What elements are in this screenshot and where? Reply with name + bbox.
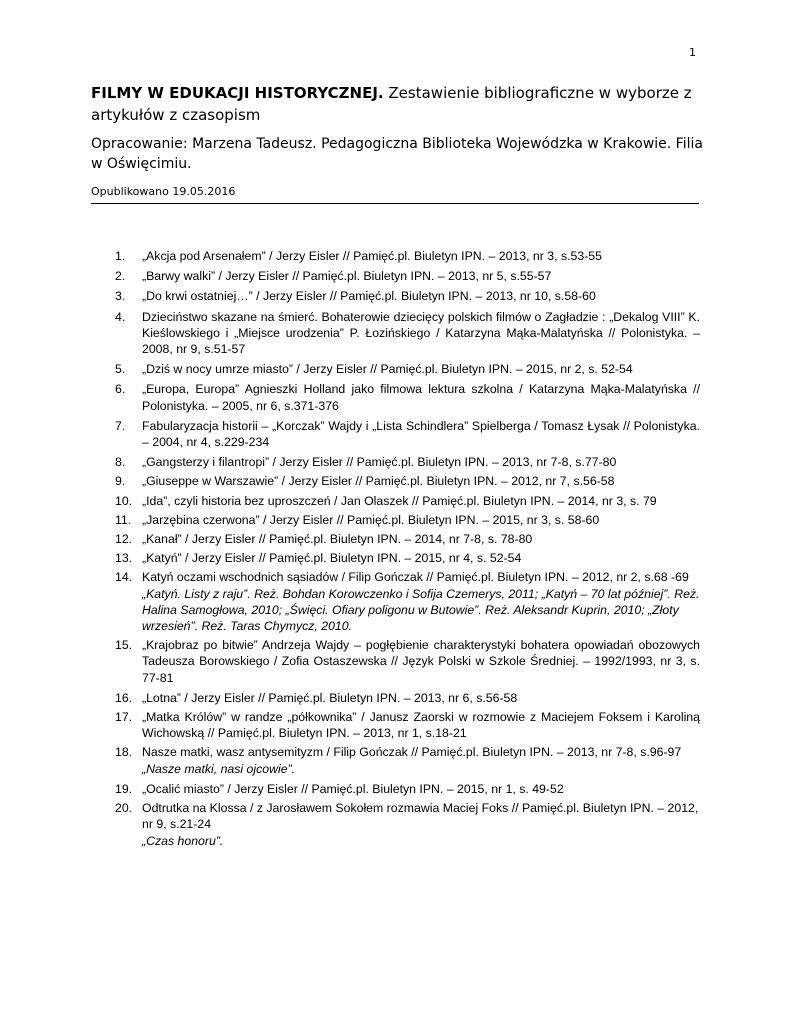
entry-body (142, 288, 700, 304)
title-bold: FILMY W EDUKACJI HISTORYCZNEJ. (91, 84, 384, 102)
bibliography-entry (115, 531, 700, 547)
entry-citation: „Barwy walki” / Jerzy Eisler // Pamięć.pl. Biuletyn IPN. – 2013, nr 5, s.55-57 (142, 269, 552, 284)
bibliography-entry (115, 493, 700, 509)
entry-citation: „Krajobraz po bitwie” Andrzeja Wajdy – pogłębienie charakterystyki bohatera opowiadań obozowych Tadeusza Borowskiego / Zofia Ostaszewska // Język Polski w Szkole Średniej. – 1992/1993, nr 3, s. 77-81 (142, 638, 700, 685)
bibliography-entry (115, 781, 700, 797)
entry-citation: „Dziś w nocy umrze miasto” / Jerzy Eisler // Pamięć.pl. Biuletyn IPN. – 2015, nr 2, s. 52-54 (142, 362, 633, 377)
entry-body (142, 637, 700, 686)
entry-number: 9. (115, 474, 126, 489)
bibliography-entry (115, 550, 700, 566)
entry-number: 8. (115, 455, 126, 470)
entry-citation: „Kanał” / Jerzy Eisler // Pamięć.pl. Biuletyn IPN. – 2014, nr 7-8, s. 78-80 (142, 532, 533, 547)
entry-body (142, 512, 700, 528)
bibliography-entry (115, 381, 700, 413)
entry-body (142, 418, 700, 450)
page-number: 1 (689, 46, 696, 59)
entry-body (142, 569, 700, 634)
entry-citation: „Do krwi ostatniej…” / Jerzy Eisler // Pamięć.pl. Biuletyn IPN. – 2013, nr 10, s.58-60 (142, 289, 596, 304)
entry-citation: „Europa, Europa” Agnieszki Holland jako filmowa lektura szkolna / Katarzyna Mąka-Malatyńska // Polonistyka. – 2005, nr 6, s.371-376 (142, 382, 700, 413)
entry-number: 2. (115, 269, 126, 284)
entry-number: 7. (115, 418, 126, 433)
entry-citation: „Giuseppe w Warszawie” / Jerzy Eisler // Pamięć.pl. Biuletyn IPN. – 2012, nr 7, s.56-58 (142, 474, 615, 489)
entry-citation: Katyń oczami wschodnich sąsiadów / Filip Gończak // Pamięć.pl. Biuletyn IPN. – 2012, nr 2, s.68 -69 (142, 570, 689, 585)
entry-body (142, 361, 700, 377)
entry-film-note: „Katyń. Listy z raju”. Reż. Bohdan Korowczenko i Sofija Czemerys, 2011; „Katyń – 70 lat później”. Reż. Halina Samogłowa, 2010; „Święci. Ofiary poligonu w Butowie”. Reż. Aleksandr Kuprin, 2010; „Złoty wrzesień”. Reż. Taras Chymycz, 2010. (142, 586, 700, 634)
bibliography-entry (115, 361, 700, 377)
entry-film-note: „Czas honoru”. (142, 833, 224, 848)
entry-number: 19. (115, 781, 133, 796)
entry-body (142, 550, 700, 566)
entry-film-note: „Nasze matki, nasi ojcowie”. (142, 761, 296, 776)
bibliography-entry (115, 512, 700, 528)
entry-body (142, 473, 700, 489)
entry-number: 13. (115, 551, 133, 566)
entry-number: 17. (115, 710, 133, 725)
entry-citation: „Ida”, czyli historia bez uproszczeń / Jan Olaszek // Pamięć.pl. Biuletyn IPN. – 2014, nr 3, s. 79 (142, 493, 657, 508)
entry-number: 15. (115, 638, 133, 653)
bibliography-entry (115, 637, 700, 686)
entry-citation: Odtrutka na Klossa / z Jarosławem Sokołem rozmawia Maciej Foks // Pamięć.pl. Biuletyn IPN. – 2012, nr 9, s.21-24 (142, 801, 699, 832)
bibliography-entry (115, 418, 700, 450)
entry-body (142, 690, 700, 706)
bibliography-entry (115, 800, 700, 849)
entry-number: 3. (115, 289, 126, 304)
entry-citation: „Jarzębina czerwona” / Jerzy Eisler // Pamięć.pl. Biuletyn IPN. – 2015, nr 3, s. 58-60 (142, 512, 600, 527)
bibliography-entry (115, 248, 700, 264)
entry-body (142, 309, 700, 358)
entry-body (142, 531, 700, 547)
entry-citation: „Katyń” / Jerzy Eisler // Pamięć.pl. Biuletyn IPN. – 2015, nr 4, s. 52-54 (142, 551, 522, 566)
entry-number: 20. (115, 801, 133, 816)
entry-citation: „Ocalić miasto” / Jerzy Eisler // Pamięć.pl. Biuletyn IPN. – 2015, nr 1, s. 49-52 (142, 781, 564, 796)
entry-body (142, 781, 700, 797)
document-header (91, 82, 711, 198)
entry-body (142, 744, 700, 776)
entry-body (142, 381, 700, 413)
author-line: Opracowanie: Marzena Tadeusz. Pedagogiczna Biblioteka Wojewódzka w Krakowie. Filia w Oświęcimiu. (91, 136, 703, 172)
entry-citation: Fabularyzacja historii – „Korczak” Wajdy i „Lista Schindlera” Spielberga / Tomasz Łysak // Polonistyka. – 2004, nr 4, s.229-234 (142, 418, 700, 450)
entry-number: 10. (115, 493, 133, 508)
bibliography-entry (115, 268, 700, 284)
entry-body (142, 268, 700, 284)
entry-number: 1. (115, 249, 126, 263)
entry-body (142, 493, 700, 509)
entry-citation: „Gangsterzy i filantropi” / Jerzy Eisler // Pamięć.pl. Biuletyn IPN. – 2013, nr 7-8, s.77-80 (142, 455, 617, 470)
bibliography-entry (115, 690, 700, 706)
entry-number: 12. (115, 532, 133, 547)
bibliography-entry (115, 744, 700, 776)
entry-citation: „Akcja pod Arsenałem” / Jerzy Eisler // Pamięć.pl. Biuletyn IPN. – 2013, nr 3, s.53-55 (142, 249, 602, 263)
bibliography-entry (115, 309, 700, 358)
header-divider (91, 203, 699, 204)
published-date: Opublikowano 19.05.2016 (91, 185, 236, 198)
entry-number: 14. (115, 570, 133, 585)
entry-body (142, 709, 700, 741)
entry-body (142, 800, 700, 849)
entry-body (142, 454, 700, 470)
entry-number: 4. (115, 309, 126, 324)
bibliography-entry (115, 709, 700, 741)
bibliography-entry (115, 454, 700, 470)
bibliography-entry (115, 473, 700, 489)
entry-number: 16. (115, 690, 133, 705)
bibliography-list (115, 248, 700, 852)
entry-citation: „Lotna” / Jerzy Eisler // Pamięć.pl. Biuletyn IPN. – 2013, nr 6, s.56-58 (142, 690, 518, 705)
entry-number: 5. (115, 362, 126, 377)
entry-number: 11. (115, 512, 132, 527)
bibliography-entry (115, 288, 700, 304)
bibliography-entry (115, 569, 700, 634)
entry-number: 6. (115, 382, 126, 397)
entry-citation: „Matka Królów” w randze „półkownika” / Janusz Zaorski w rozmowie z Maciejem Foksem i Karoliną Wichowską // Pamięć.pl. Biuletyn IPN. – 2013, nr 1, s.18-21 (142, 710, 700, 741)
entry-citation: Nasze matki, wasz antysemityzm / Filip Gończak // Pamięć.pl. Biuletyn IPN. – 2013, nr 7-8, s.96-97 (142, 745, 682, 760)
entry-number: 18. (115, 745, 133, 760)
document-title (91, 82, 711, 126)
entry-citation: Dzieciństwo skazane na śmierć. Bohaterowie dziecięcy polskich filmów o Zagładzie : „Dekalog VIII” K. Kieślowskiego i „Miejsce urodzenia” P. Łozińskiego / Katarzyna Mąka-Malatyńska // Polonistyka. – 2008, nr 9, s.51-57 (142, 309, 700, 357)
entry-body (142, 248, 700, 264)
title-subtitle: Zestawienie bibliograficzne w wyborze z artykułów z czasopism (91, 84, 692, 124)
